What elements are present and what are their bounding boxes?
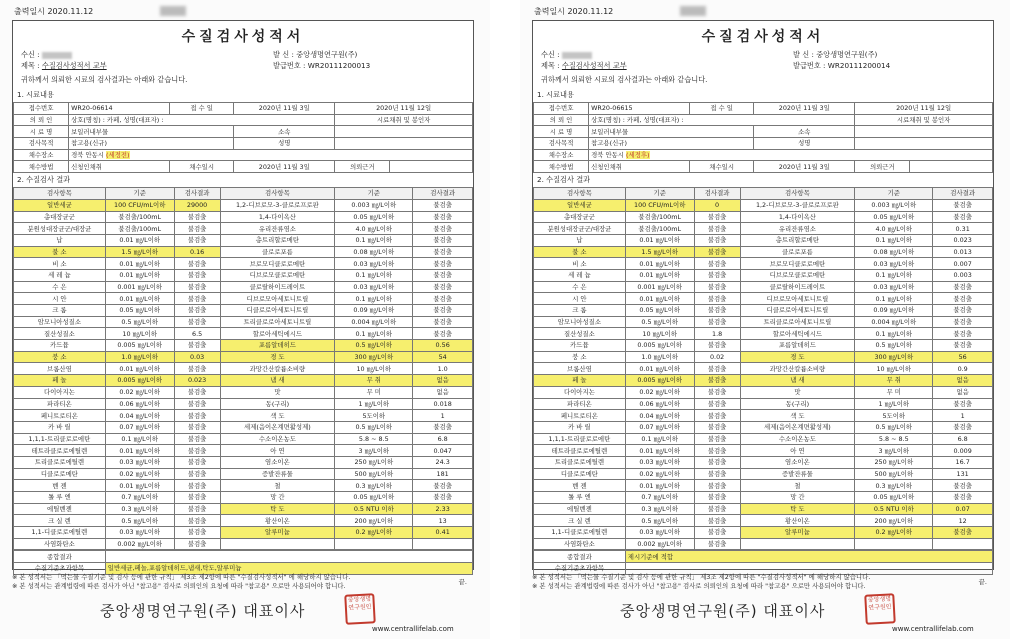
table-row: 크 실 렌 0.5 ㎎/L이하 불검출 황산이온 200 ㎎/L이하 12 [534, 515, 993, 527]
table-row: 1,1,1-트리클로로에탄 0.1 ㎎/L이하 불검출 수소이온농도 5.8 ~ 8.5 6.8 [14, 433, 473, 445]
issue-row: 발급번호 : WR20111200014 [793, 61, 891, 70]
table-row: 총대장균군 불검출/100mL 불검출 1,4-다이옥산 0.05 ㎎/L이하 불검출 [534, 211, 993, 223]
place-value: 경북 안동시 (세정후) [589, 149, 993, 161]
table-row: 페니트로티온 0.04 ㎎/L이하 불검출 색 도 5도이하 1 [534, 410, 993, 422]
table-row: 카 바 릴 0.07 ㎎/L이하 불검출 세제(음이온계면활성제) 0.5 ㎎/L이하 불검출 [14, 421, 473, 433]
receipt-number: WR20-06615 [589, 103, 690, 115]
table-row: 파라티온 0.06 ㎎/L이하 불검출 동(구리) 1 ㎎/L이하 불검출 [534, 398, 993, 410]
table-row: 테트라클로로에틸렌 0.01 ㎎/L이하 불검출 아 연 3 ㎎/L이하 0.047 [14, 445, 473, 457]
table-row: 에틸벤젠 0.3 ㎎/L이하 불검출 탁 도 0.5 NTU 이하 2.33 [14, 503, 473, 515]
table-row: 분원성대장균군/대장균 불검출/100mL 불검출 유리잔류염소 4.0 ㎎/L이하 0.31 [534, 223, 993, 235]
website-url: www.centrallifelab.com [372, 625, 454, 633]
table-row: 불 소 1.5 ㎎/L이하 불검출 클로로포름 0.08 ㎎/L이하 0.013 [534, 246, 993, 258]
table-row: 세 레 늄 0.01 ㎎/L이하 불검출 디브로모클로로메탄 0.1 ㎎/L이하 불검출 [14, 269, 473, 281]
section-sample-info: 1. 시료내용 [537, 90, 574, 99]
recipient-row: 수신 : [21, 50, 72, 60]
table-row: 카 바 릴 0.07 ㎎/L이하 불검출 세제(음이온계면활성제) 0.5 ㎎/L이하 불검출 [534, 421, 993, 433]
table-row: 디클로로메탄 0.02 ㎎/L이하 불검출 증발잔류물 500 ㎎/L이하 131 [534, 468, 993, 480]
table-row: 벤 젠 0.01 ㎎/L이하 불검출 철 0.3 ㎎/L이하 불검출 [534, 480, 993, 492]
redacted-box [160, 6, 186, 16]
client-value: 상호(명칭) : 카페, 성명(대표자) : [69, 114, 335, 126]
table-row: 페 놀 0.005 ㎎/L이하 불검출 냄 새 무 취 없음 [534, 375, 993, 387]
table-row: 디클로로메탄 0.02 ㎎/L이하 불검출 증발잔류물 500 ㎎/L이하 181 [14, 468, 473, 480]
table-row: 암모니아성질소 0.5 ㎎/L이하 불검출 트리클로로아세토니트릴 0.004 ㎎/L이하 불검출 [534, 316, 993, 328]
table-row: 수 은 0.001 ㎎/L이하 불검출 클로랄하이드레이트 0.03 ㎎/L이하 불검출 [14, 281, 473, 293]
notice-text: 귀하께서 의뢰한 시료의 검사결과는 아래와 같습니다. [541, 75, 708, 84]
table-row: 사염화탄소 0.002 ㎎/L이하 불검출 [534, 538, 993, 550]
table-row: 다이아지논 0.02 ㎎/L이하 불검출 맛 무 미 없음 [14, 386, 473, 398]
table-row: 크 롬 0.05 ㎎/L이하 불검출 디클로로아세토니트릴 0.09 ㎎/L이하 불검출 [14, 305, 473, 317]
table-row: 납 0.01 ㎎/L이하 불검출 총트리할로메탄 0.1 ㎎/L이하 0.023 [534, 234, 993, 246]
table-row: 벤 젠 0.01 ㎎/L이하 불검출 철 0.3 ㎎/L이하 불검출 [14, 480, 473, 492]
subject-row: 제목 : 수질검사성적서 교부 [21, 61, 107, 70]
printed-date: 출력일시 2020.11.12 [534, 7, 614, 16]
report-header [13, 46, 473, 88]
table-row: 페 놀 0.005 ㎎/L이하 0.023 냄 새 무 취 없음 [14, 375, 473, 387]
results-header-row: 검사항목 기준 검사결과 검사항목 기준 검사결과 [534, 188, 993, 200]
table-row: 브롬산염 0.01 ㎎/L이하 불검출 과망간산칼륨소비량 10 ㎎/L이하 1.0 [14, 363, 473, 375]
overall-result: 제시기준에 적합 [625, 551, 992, 563]
footnotes: ※ 본 성적서는 「먹는물 수질기준 및 검사 등에 관한 규칙」 제3조 제2항에 따른 "수질검사성적서" 에 해당하지 않습니다. ※ 본 성적서는 관계법령에 따른 검사가 아닌 "참고용" 검사로 의뢰인의 요청에 따라 "참고용" 으로만 사용되어야 합니다. [12, 573, 351, 590]
summary-table: 종합결과 수질기준초과항목 일반세균,페놀,포름알데히드,냄새,탁도,알루미늄 [13, 550, 473, 574]
table-row: 톨 루 엔 0.7 ㎎/L이하 불검출 망 간 0.05 ㎎/L이하 불검출 [534, 492, 993, 504]
table-row: 1,1,1-트리클로로에탄 0.1 ㎎/L이하 불검출 수소이온농도 5.8 ~ 8.5 6.8 [534, 433, 993, 445]
sender-row: 발 신 : 중앙생명연구원(주) [793, 50, 878, 59]
table-row: 크 실 렌 0.5 ㎎/L이하 불검출 황산이온 200 ㎎/L이하 13 [14, 515, 473, 527]
table-row: 사염화탄소 0.002 ㎎/L이하 불검출 [14, 538, 473, 550]
table-row: 트리클로로에틸렌 0.03 ㎎/L이하 불검출 염소이온 250 ㎎/L이하 24.3 [14, 456, 473, 468]
company-name: 중앙생명연구원(주) 대표이사 [620, 602, 826, 620]
place-value: 경북 안동시 (세정전) [69, 149, 473, 161]
results-table [533, 187, 993, 550]
sample-info-table: 접수번호 WR20-06614 접 수 일 2020년 11월 3일 2020년 11월 12일 의 뢰 인 상호(명칭) : 카페, 성명(대표자) : 시료채취 및 봉인자 시 료 명 보일러내부물 소속 검사목적 참고용(신규) 성명 채수장소 경북 안동시 (세정전) 채수방법 신청인채취 채수일시 2020년 11월 3일 의뢰근거 [13, 102, 473, 173]
redacted-recipient [562, 52, 592, 59]
printed-date: 출력일시 2020.11.12 [14, 7, 94, 16]
report-title: 수질검사성적서 [701, 29, 825, 45]
issue-number: WR20111200014 [827, 61, 891, 70]
notice-text: 귀하께서 의뢰한 시료의 검사결과는 아래와 같습니다. [21, 75, 188, 84]
table-row: 일반세균 100 CFU/mL이하 29000 1,2-디브로모-3-클로로프로판 0.003 ㎎/L이하 불검출 [14, 199, 473, 211]
issue-number: WR20111200013 [307, 61, 371, 70]
table-row: 세 레 늄 0.01 ㎎/L이하 불검출 디브로모클로로메탄 0.1 ㎎/L이하 0.003 [534, 269, 993, 281]
table-row: 카드뮴 0.005 ㎎/L이하 불검출 포름알데히드 0.5 ㎎/L이하 불검출 [534, 340, 993, 352]
table-row: 카드뮴 0.005 ㎎/L이하 불검출 포름알데히드 0.5 ㎎/L이하 0.56 [14, 340, 473, 352]
section-sample-info: 1. 시료내용 [17, 90, 54, 99]
report-header [533, 46, 993, 88]
table-row: 크 롬 0.05 ㎎/L이하 불검출 디클로로아세토니트릴 0.09 ㎎/L이하 불검출 [534, 305, 993, 317]
exceed-items: 일반세균,페놀,포름알데히드,냄새,탁도,알루미늄 [105, 563, 472, 575]
table-row: 브롬산염 0.01 ㎎/L이하 불검출 과망간산칼륨소비량 10 ㎎/L이하 0.9 [534, 363, 993, 375]
sample-info-table: 접수번호 WR20-06615 접 수 일 2020년 11월 3일 2020년 11월 12일 의 뢰 인 상호(명칭) : 카페, 성명(대표자) : 시료채취 및 봉인자 시 료 명 보일러내부물 소속 검사목적 참고용(신규) 성명 채수장소 경북 안동시 (세정후) 채수방법 신청인채취 채수일시 2020년 11월 3일 의뢰근거 [533, 102, 993, 173]
receipt-number: WR20-06614 [69, 103, 170, 115]
table-row: 질산성질소 10 ㎎/L이하 6.5 할로아세틱에시드 0.1 ㎎/L이하 불검출 [14, 328, 473, 340]
results-header-row: 검사항목 기준 검사결과 검사항목 기준 검사결과 [14, 188, 473, 200]
table-row: 일반세균 100 CFU/mL이하 0 1,2-디브로모-3-클로로프로판 0.003 ㎎/L이하 불검출 [534, 199, 993, 211]
table-row: 시 안 0.01 ㎎/L이하 불검출 디브로모아세토니트릴 0.1 ㎎/L이하 불검출 [534, 293, 993, 305]
table-row: 테트라클로로에틸렌 0.01 ㎎/L이하 불검출 아 연 3 ㎎/L이하 0.009 [534, 445, 993, 457]
table-row: 트리클로로에틸렌 0.03 ㎎/L이하 불검출 염소이온 250 ㎎/L이하 16.7 [534, 456, 993, 468]
table-row: 페니트로티온 0.04 ㎎/L이하 불검출 색 도 5도이하 1 [14, 410, 473, 422]
report-title: 수질검사성적서 [181, 29, 305, 45]
table-row: 불 소 1.5 ㎎/L이하 0.16 클로로포름 0.08 ㎎/L이하 불검출 [14, 246, 473, 258]
table-row: 총대장균군 불검출/100mL 불검출 1,4-다이옥산 0.05 ㎎/L이하 불검출 [14, 211, 473, 223]
redacted-box [680, 6, 706, 16]
table-row: 다이아지논 0.02 ㎎/L이하 불검출 맛 무 미 없음 [534, 386, 993, 398]
table-row: 에틸벤젠 0.3 ㎎/L이하 불검출 탁 도 0.5 NTU 이하 0.07 [534, 503, 993, 515]
table-row: 톨 루 엔 0.7 ㎎/L이하 불검출 망 간 0.05 ㎎/L이하 불검출 [14, 492, 473, 504]
table-row: 붕 소 1.0 ㎎/L이하 0.03 경 도 300 ㎎/L이하 54 [14, 351, 473, 363]
redacted-recipient [42, 52, 72, 59]
table-row: 붕 소 1.0 ㎎/L이하 0.02 경 도 300 ㎎/L이하 56 [534, 351, 993, 363]
table-row: 질산성질소 10 ㎎/L이하 1.8 할로아세틱에시드 0.1 ㎎/L이하 불검출 [534, 328, 993, 340]
table-row: 비 소 0.01 ㎎/L이하 불검출 브로모디클로로메탄 0.03 ㎎/L이하 0.007 [534, 258, 993, 270]
company-name: 중앙생명연구원(주) 대표이사 [100, 602, 306, 620]
end-mark: 끝. [978, 577, 987, 586]
recipient-row: 수신 : [541, 50, 592, 60]
company-seal: 중앙생명연구원인 [864, 593, 896, 625]
section-results: 2. 수질검사 결과 [17, 175, 71, 185]
sender-row: 발 신 : 중앙생명연구원(주) [273, 50, 358, 59]
report-sheet [520, 0, 1010, 639]
issue-row: 발급번호 : WR20111200013 [273, 61, 371, 70]
table-row: 시 안 0.01 ㎎/L이하 불검출 디브로모아세토니트릴 0.1 ㎎/L이하 불검출 [14, 293, 473, 305]
end-mark: 끝. [458, 577, 467, 586]
table-row: 암모니아성질소 0.5 ㎎/L이하 불검출 트리클로로아세토니트릴 0.004 ㎎/L이하 불검출 [14, 316, 473, 328]
subject-row: 제목 : 수질검사성적서 교부 [541, 61, 627, 70]
overall-result [105, 551, 472, 563]
summary-table: 종합결과 제시기준에 적합 수질기준초과항목 [533, 550, 993, 574]
table-row: 1,1-디클로로에틸렌 0.03 ㎎/L이하 불검출 알루미늄 0.2 ㎎/L이하 0.41 [14, 527, 473, 539]
client-value: 상호(명칭) : 카페, 성명(대표자) : [589, 114, 855, 126]
company-seal: 중앙생명연구원인 [344, 593, 376, 625]
report-sheet [0, 0, 490, 639]
table-row: 파라티온 0.06 ㎎/L이하 불검출 동(구리) 1 ㎎/L이하 0.018 [14, 398, 473, 410]
results-table [13, 187, 473, 550]
table-row: 1,1-디클로로에틸렌 0.03 ㎎/L이하 불검출 알루미늄 0.2 ㎎/L이하 불검출 [534, 527, 993, 539]
table-row: 분원성대장균군/대장균 불검출/100mL 불검출 유리잔류염소 4.0 ㎎/L이하 불검출 [14, 223, 473, 235]
table-row: 비 소 0.01 ㎎/L이하 불검출 브로모디클로로메탄 0.03 ㎎/L이하 불검출 [14, 258, 473, 270]
section-results: 2. 수질검사 결과 [537, 175, 591, 185]
table-row: 수 은 0.001 ㎎/L이하 불검출 클로랄하이드레이트 0.03 ㎎/L이하 불검출 [534, 281, 993, 293]
website-url: www.centrallifelab.com [892, 625, 974, 633]
table-row: 납 0.01 ㎎/L이하 불검출 총트리할로메탄 0.1 ㎎/L이하 불검출 [14, 234, 473, 246]
footnotes: ※ 본 성적서는 「먹는물 수질기준 및 검사 등에 관한 규칙」 제3조 제2항에 따른 "수질검사성적서" 에 해당하지 않습니다. ※ 본 성적서는 관계법령에 따른 검사가 아닌 "참고용" 검사로 의뢰인의 요청에 따라 "참고용" 으로만 사용되어야 합니다. [532, 573, 871, 590]
